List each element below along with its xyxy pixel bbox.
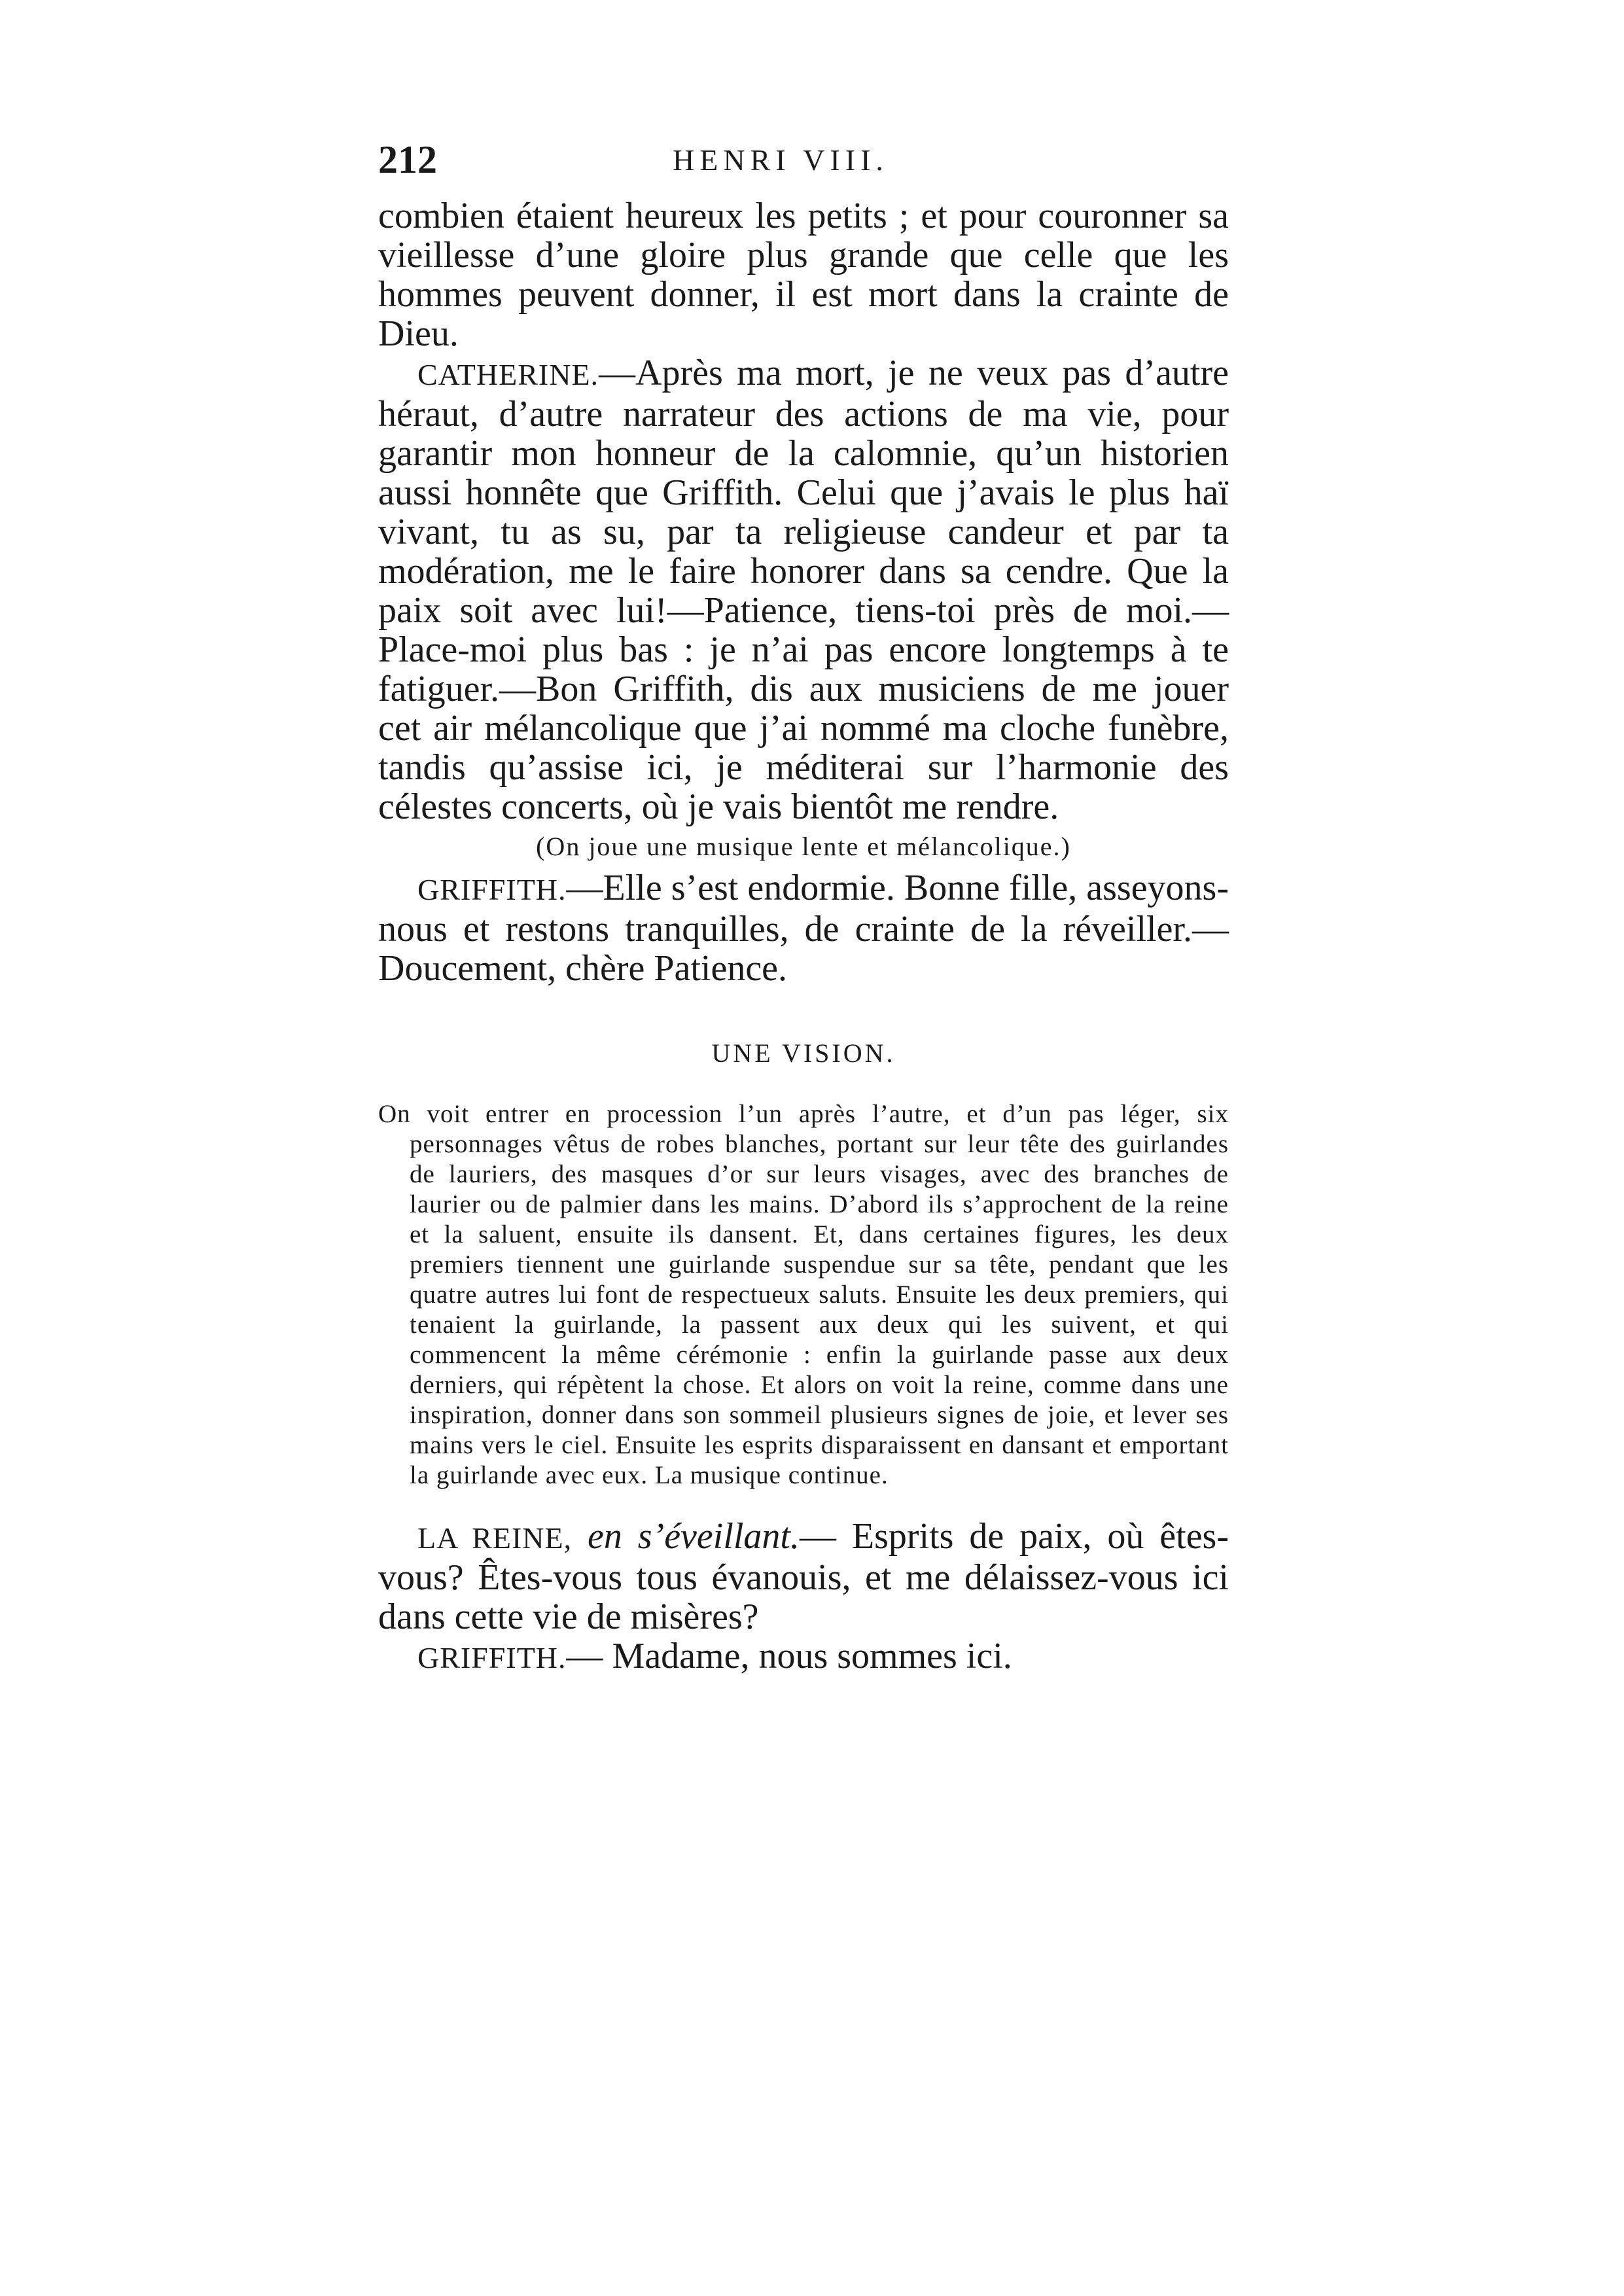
speech-catherine [378, 353, 1229, 826]
speech-text-griffith-2: — Madame, nous sommes ici. [566, 1636, 1012, 1676]
page-number: 212 [378, 138, 437, 181]
speech-griffith-2 [378, 1636, 1229, 1678]
stage-direction: (On joue une musique lente et mélancolique.) [536, 832, 1071, 861]
speaker-griffith: GRIFFITH. [417, 873, 567, 906]
speech-text-griffith: —Elle s’est endormie. Bonne fille, asseyons-nous et restons tranquilles, de crainte de la réveiller.—Doucement, chère Patience. [378, 868, 1229, 989]
speaker-reine: LA REINE, [417, 1521, 573, 1555]
speaker-stage-note: en s’éveillant. [588, 1516, 800, 1557]
running-title: HENRI VIII. [673, 143, 889, 177]
vision-description: On voit entrer en procession l’un après l’autre, et d’un pas léger, six personnages vêtus de robes blanches, portant sur leur tête des guirlandes de lauriers, des masques d’or sur leurs visages, avec des branches de laurier ou de palmier dans les mains. D’abord ils s’approchent de la reine et la saluent, ensuite ils dansent. Et, dans certaines figures, les deux premiers tiennent une guirlande suspendue sur sa tête, pendant que les quatre autres lui font de respectueux saluts. Ensuite les deux premiers, qui tenaient la guirlande, la passent aux deux qui les suivent, et qui commencent la même cérémonie : enfin la guirlande passe aux deux derniers, qui répètent la chose. Et alors on voit la reine, comme dans une inspiration, donner dans son sommeil plusieurs signes de joie, et lever ses mains vers le ciel. Ensuite les esprits disparaissent en dansant et emportant la guirlande avec eux. La musique continue. [378, 1100, 1229, 1489]
paragraph-continued: combien étaient heureux les petits ; et pour couronner sa vieillesse d’une gloire plus grande que celle que les hommes peuvent donner, il est mort dans la crainte de Dieu. [378, 196, 1229, 354]
vision-heading: UNE VISION. [711, 1038, 896, 1068]
page-header [378, 137, 1229, 196]
speaker-griffith-2: GRIFFITH. [417, 1641, 567, 1674]
speech-text-catherine: —Après ma mort, je ne veux pas d’autre héraut, d’autre narrateur des actions de ma vie, pour garantir mon honneur de la calomnie, qu’un historien aussi honnête que Griffith. Celui que j’avais le plus haï vivant, tu as su, par ta religieuse candeur et par ta modération, me le faire honorer dans sa cendre. Que la paix soit avec lui!—Patience, tiens-toi près de moi.—Place-moi plus bas : je n’ai pas encore longtemps à te fatiguer.—Bon Griffith, dis aux musiciens de me jouer cet air mélancolique que j’ai nommé ma cloche funèbre, tandis qu’assise ici, je méditerai sur l’harmonie des célestes concerts, où je vais bientôt me rendre. [378, 353, 1229, 827]
body-text [378, 196, 1229, 1678]
speech-text-reine: — Esprits de paix, où êtes-vous? Êtes-vous tous évanouis, et me délaissez-vous ici dans cette vie de misères? [378, 1516, 1229, 1637]
speech-griffith-1 [378, 868, 1229, 988]
speech-reine [378, 1517, 1229, 1636]
speaker-catherine: CATHERINE. [417, 358, 599, 391]
